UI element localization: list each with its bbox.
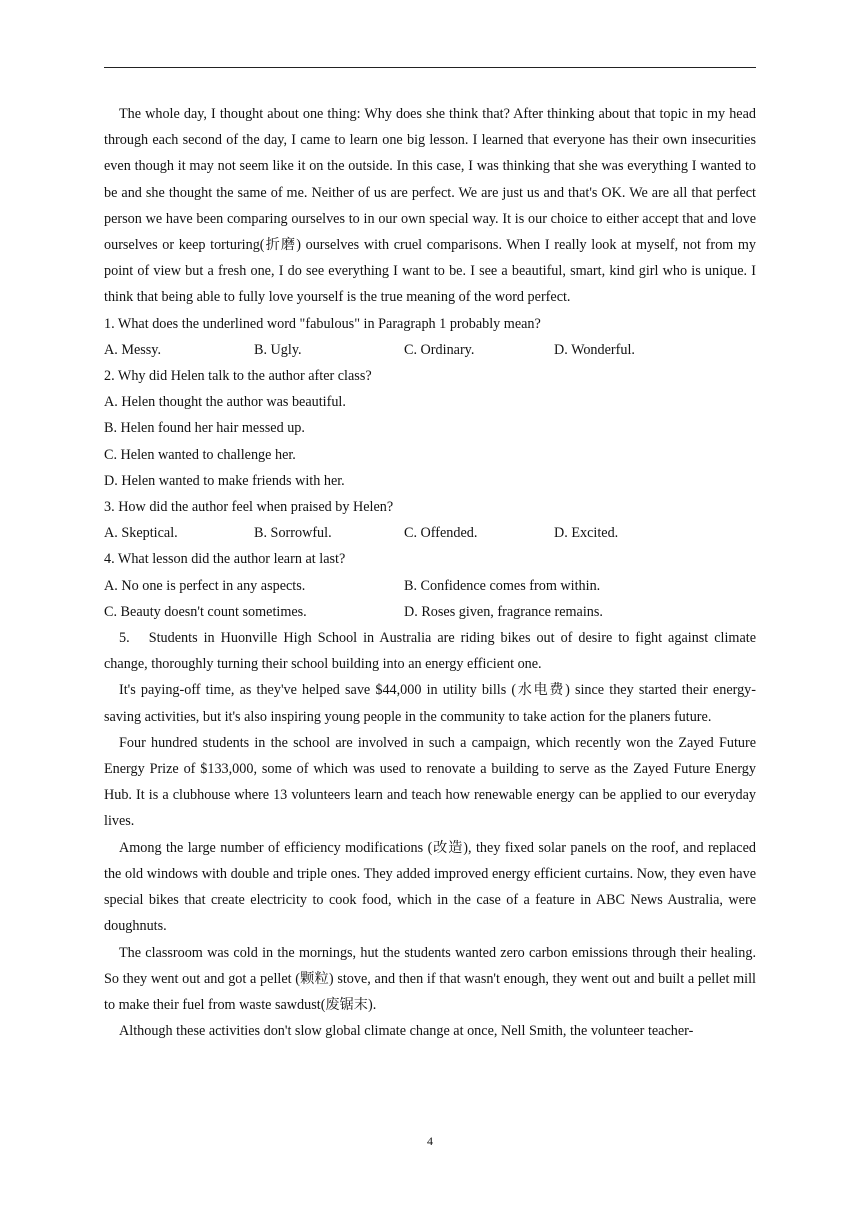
document-body	[104, 101, 756, 1044]
question-4-options-row-2	[104, 599, 756, 625]
header-rule	[104, 67, 756, 68]
page-number: 4	[427, 1134, 433, 1148]
passage-5-paragraph: It's paying-off time, as they've helped save $44,000 in utility bills (水电费) since they started their energy-saving activities, but it's also inspiring young people in the community to take action for the planers future.	[104, 682, 756, 725]
q3-option-a: A. Skeptical.	[104, 525, 178, 542]
q4-option-b: B. Confidence comes from within.	[404, 577, 601, 594]
q4-option-c: C. Beauty doesn't count sometimes.	[104, 603, 307, 620]
q1-option-d: D. Wonderful.	[554, 341, 635, 358]
q1-option-b: B. Ugly.	[254, 341, 302, 358]
question-1: 1. What does the underlined word "fabulous" in Paragraph 1 probably mean?	[104, 315, 541, 332]
passage-5-paragraph: Among the large number of efficiency modifications (改造), they fixed solar panels on the roof, and replaced the old windows with double and triple ones. They added improved energy efficient curtains. Now, they even have special bikes that create electricity to cook food, which in the case of a feature in ABC News Australia, were doughnuts.	[104, 839, 756, 935]
question-3-options	[104, 520, 756, 546]
passage-5-intro: 5. Students in Huonville High School in Australia are riding bikes out of desire to fight against climate change, thoroughly turning their school building into an energy efficient one.	[104, 630, 756, 673]
question-2: 2. Why did Helen talk to the author after class?	[104, 368, 372, 385]
q3-option-c: C. Offended.	[404, 525, 478, 542]
passage-5-paragraph: Although these activities don't slow global climate change at once, Nell Smith, the volunteer teacher-	[119, 1023, 694, 1040]
q3-option-b: B. Sorrowful.	[254, 525, 332, 542]
q3-option-d: D. Excited.	[554, 525, 619, 542]
q4-option-a: A. No one is perfect in any aspects.	[104, 577, 306, 594]
question-4-options-row-1	[104, 573, 756, 599]
question-1-options	[104, 337, 756, 363]
q2-option-d: D. Helen wanted to make friends with her.	[104, 472, 345, 489]
q4-option-d: D. Roses given, fragrance remains.	[404, 603, 603, 620]
question-4: 4. What lesson did the author learn at last?	[104, 551, 346, 568]
question-3: 3. How did the author feel when praised by Helen?	[104, 499, 394, 516]
passage-5-paragraph: Four hundred students in the school are involved in such a campaign, which recently won the Zayed Future Energy Prize of $133,000, some of which was used to renovate a building to serve as the Zayed Future Energy Hub. It is a clubhouse where 13 volunteers learn and teach how renewable energy can be applied to our everyday lives.	[104, 734, 756, 830]
q2-option-a: A. Helen thought the author was beautiful.	[104, 394, 346, 411]
q2-option-b: B. Helen found her hair messed up.	[104, 420, 305, 437]
q1-option-c: C. Ordinary.	[404, 341, 475, 358]
q1-option-a: A. Messy.	[104, 341, 162, 358]
q2-option-c: C. Helen wanted to challenge her.	[104, 446, 296, 463]
passage-5-paragraph: The classroom was cold in the mornings, hut the students wanted zero carbon emissions through their healing. So they went out and got a pellet (颗粒) stove, and then if that wasn't enough, they went out and built a pellet mill to make their fuel from waste sawdust(废锯末).	[104, 944, 756, 1013]
paragraph-conclusion: The whole day, I thought about one thing: Why does she think that? After thinking about that topic in my head through each second of the day, I came to learn one big lesson. I learned that everyone has their own insecurities even though it may not seem like it on the outside. In this case, I was thinking that she was everything I wanted to be and she thought the same of me. Neither of us are perfect. We are just us and that's OK. We are all that perfect person we have been comparing ourselves to in our own special way. It is our choice to either accept that and love ourselves or keep torturing(折磨) ourselves with cruel comparisons. When I really look at myself, not from my point of view but a fresh one, I do see everything I want to be. I see a beautiful, smart, kind girl who is unique. I think that being able to fully love yourself is the true meaning of the word perfect.	[104, 106, 756, 306]
